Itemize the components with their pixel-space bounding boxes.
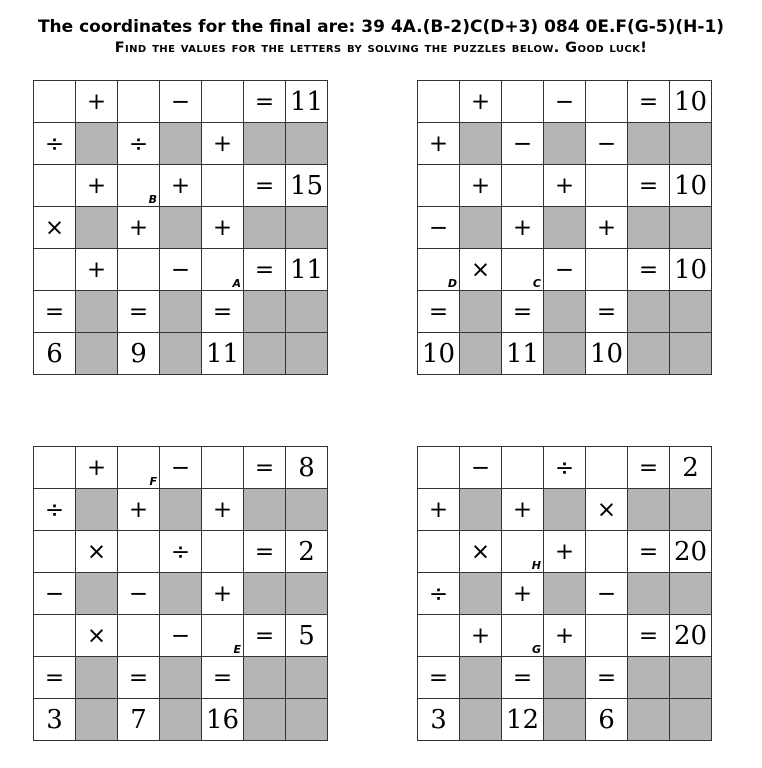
blank-cell [502,249,544,291]
operator-cell: ÷ [544,447,586,489]
grid-row [418,165,712,207]
number-cell: 10 [586,333,628,375]
grid-row [34,615,328,657]
grid-row [418,123,712,165]
blank-cell [202,81,244,123]
letter-label-f: F [149,475,157,488]
operator-cell: = [628,81,670,123]
shaded-cell [460,207,502,249]
operator-cell: + [76,447,118,489]
instructions-line: Find the values for the letters by solving the puzzles below. Good luck! [114,40,648,56]
number-cell: 5 [286,615,328,657]
operator-cell: − [418,207,460,249]
number-cell: 11 [502,333,544,375]
coordinates-line: The coordinates for the final are: 39 4A.(B-2)C(D+3) 084 0E.F(G-5)(H-1) [37,17,725,37]
grid-row [418,291,712,333]
grid-row [418,699,712,741]
grid-row [34,81,328,123]
shaded-cell [628,657,670,699]
shaded-cell [460,333,502,375]
shaded-cell [628,699,670,741]
blank-cell [418,81,460,123]
shaded-cell [544,333,586,375]
shaded-cell [544,291,586,333]
operator-cell: × [586,489,628,531]
blank-cell [586,615,628,657]
shaded-cell [670,657,712,699]
operator-cell: + [76,249,118,291]
number-cell: 10 [418,333,460,375]
shaded-cell [76,657,118,699]
operator-cell: = [244,165,286,207]
shaded-cell [76,207,118,249]
grid-row [418,447,712,489]
blank-cell [202,531,244,573]
grid-row [34,249,328,291]
number-cell: 9 [118,333,160,375]
operator-cell: ÷ [118,123,160,165]
shaded-cell [628,489,670,531]
operator-cell: + [544,531,586,573]
shaded-cell [544,573,586,615]
operator-cell: + [202,123,244,165]
shaded-cell [544,123,586,165]
blank-cell [418,249,460,291]
operator-cell: = [244,615,286,657]
number-cell: 16 [202,699,244,741]
operator-cell: × [76,531,118,573]
number-cell: 11 [286,249,328,291]
puzzle-grid-bottom-left [33,446,328,741]
shaded-cell [76,291,118,333]
number-cell: 6 [586,699,628,741]
number-cell: 2 [670,447,712,489]
grid-row [418,81,712,123]
blank-cell [202,615,244,657]
blank-cell [118,165,160,207]
blank-cell [34,165,76,207]
blank-cell [118,531,160,573]
letter-label-d: D [447,277,457,290]
shaded-cell [670,291,712,333]
operator-cell: + [76,81,118,123]
number-cell: 6 [34,333,76,375]
shaded-cell [160,207,202,249]
grid-row [34,333,328,375]
shaded-cell [670,333,712,375]
shaded-cell [460,699,502,741]
number-cell: 10 [670,249,712,291]
blank-cell [586,81,628,123]
shaded-cell [544,489,586,531]
grid-row [34,699,328,741]
grid-row [418,657,712,699]
operator-cell: + [160,165,202,207]
shaded-cell [244,291,286,333]
number-cell: 11 [202,333,244,375]
blank-cell [202,249,244,291]
shaded-cell [286,699,328,741]
blank-cell [586,531,628,573]
operator-cell: − [34,573,76,615]
grid-row [34,657,328,699]
operator-cell: + [202,573,244,615]
operator-cell: = [502,291,544,333]
blank-cell [34,447,76,489]
shaded-cell [286,291,328,333]
operator-cell: − [160,447,202,489]
blank-cell [118,615,160,657]
operator-cell: × [460,249,502,291]
operator-cell: + [76,165,118,207]
operator-cell: = [628,249,670,291]
shaded-cell [244,123,286,165]
operator-cell: = [118,291,160,333]
blank-cell [586,249,628,291]
shaded-cell [160,123,202,165]
grid-row [34,165,328,207]
blank-cell [34,531,76,573]
blank-cell [118,81,160,123]
operator-cell: − [460,447,502,489]
shaded-cell [670,207,712,249]
number-cell: 8 [286,447,328,489]
letter-label-g: G [531,643,541,656]
grid-row [34,531,328,573]
blank-cell [502,81,544,123]
shaded-cell [160,573,202,615]
operator-cell: = [628,447,670,489]
operator-cell: + [418,489,460,531]
shaded-cell [76,489,118,531]
number-cell: 10 [670,81,712,123]
shaded-cell [628,573,670,615]
operator-cell: = [586,657,628,699]
shaded-cell [544,657,586,699]
operator-cell: = [244,531,286,573]
number-cell: 11 [286,81,328,123]
grid-row [34,489,328,531]
shaded-cell [244,657,286,699]
operator-cell: × [34,207,76,249]
shaded-cell [286,657,328,699]
shaded-cell [544,207,586,249]
blank-cell [118,249,160,291]
operator-cell: + [460,615,502,657]
grid-row [34,291,328,333]
letter-label-c: C [532,277,541,290]
shaded-cell [244,573,286,615]
operator-cell: = [418,291,460,333]
operator-cell: + [118,489,160,531]
shaded-cell [460,489,502,531]
grid-row [418,531,712,573]
operator-cell: ÷ [34,489,76,531]
grid-row [34,207,328,249]
operator-cell: ÷ [160,531,202,573]
shaded-cell [628,333,670,375]
shaded-cell [286,489,328,531]
grid-row [418,207,712,249]
blank-cell [502,165,544,207]
operator-cell: ÷ [418,573,460,615]
shaded-cell [244,333,286,375]
blank-cell [34,615,76,657]
number-cell: 7 [118,699,160,741]
shaded-cell [160,489,202,531]
letter-label-h: H [531,559,541,572]
operator-cell: + [544,165,586,207]
shaded-cell [244,489,286,531]
shaded-cell [670,123,712,165]
operator-cell: + [118,207,160,249]
shaded-cell [160,291,202,333]
puzzle-grid-top-right [417,80,712,375]
shaded-cell [160,657,202,699]
grid-row [418,615,712,657]
grid-row [34,447,328,489]
operator-cell: − [544,249,586,291]
shaded-cell [628,291,670,333]
operator-cell: = [244,81,286,123]
operator-cell: = [34,657,76,699]
shaded-cell [670,489,712,531]
grid-row [418,489,712,531]
shaded-cell [286,333,328,375]
blank-cell [502,447,544,489]
operator-cell: − [118,573,160,615]
operator-cell: ÷ [34,123,76,165]
operator-cell: + [502,489,544,531]
blank-cell [418,531,460,573]
operator-cell: + [460,165,502,207]
letter-label-e: E [233,643,241,656]
number-cell: 20 [670,615,712,657]
puzzle-grid-top-left [33,80,328,375]
blank-cell [418,615,460,657]
grid-row [34,123,328,165]
shaded-cell [286,123,328,165]
operator-cell: = [628,531,670,573]
shaded-cell [76,123,118,165]
grid-row [418,333,712,375]
operator-cell: + [544,615,586,657]
shaded-cell [628,123,670,165]
shaded-cell [244,207,286,249]
shaded-cell [244,699,286,741]
blank-cell [418,165,460,207]
operator-cell: + [418,123,460,165]
operator-cell: = [586,291,628,333]
number-cell: 20 [670,531,712,573]
operator-cell: = [418,657,460,699]
operator-cell: − [544,81,586,123]
operator-cell: = [244,249,286,291]
operator-cell: = [34,291,76,333]
shaded-cell [76,699,118,741]
number-cell: 2 [286,531,328,573]
letter-label-a: A [232,277,241,290]
number-cell: 10 [670,165,712,207]
operator-cell: − [586,573,628,615]
number-cell: 12 [502,699,544,741]
operator-cell: − [502,123,544,165]
blank-cell [34,249,76,291]
blank-cell [34,81,76,123]
shaded-cell [76,573,118,615]
operator-cell: − [160,615,202,657]
blank-cell [202,447,244,489]
operator-cell: + [202,489,244,531]
operator-cell: + [586,207,628,249]
letter-label-b: B [148,193,157,206]
blank-cell [586,165,628,207]
grid-row [34,573,328,615]
grid-row [418,249,712,291]
blank-cell [502,531,544,573]
grid-row [418,573,712,615]
operator-cell: − [160,81,202,123]
operator-cell: − [586,123,628,165]
blank-cell [202,165,244,207]
shaded-cell [286,573,328,615]
blank-cell [118,447,160,489]
operator-cell: = [118,657,160,699]
puzzle-grid-bottom-right [417,446,712,741]
operator-cell: + [460,81,502,123]
shaded-cell [670,573,712,615]
operator-cell: + [502,207,544,249]
shaded-cell [460,573,502,615]
shaded-cell [628,207,670,249]
operator-cell: = [202,291,244,333]
operator-cell: = [202,657,244,699]
blank-cell [418,447,460,489]
shaded-cell [160,333,202,375]
blank-cell [502,615,544,657]
shaded-cell [76,333,118,375]
operator-cell: × [76,615,118,657]
shaded-cell [460,291,502,333]
operator-cell: + [502,573,544,615]
number-cell: 3 [418,699,460,741]
shaded-cell [286,207,328,249]
operator-cell: = [502,657,544,699]
number-cell: 3 [34,699,76,741]
operator-cell: + [202,207,244,249]
operator-cell: × [460,531,502,573]
shaded-cell [160,699,202,741]
operator-cell: = [628,165,670,207]
blank-cell [586,447,628,489]
shaded-cell [460,657,502,699]
shaded-cell [670,699,712,741]
operator-cell: = [628,615,670,657]
shaded-cell [460,123,502,165]
number-cell: 15 [286,165,328,207]
shaded-cell [544,699,586,741]
operator-cell: − [160,249,202,291]
operator-cell: = [244,447,286,489]
